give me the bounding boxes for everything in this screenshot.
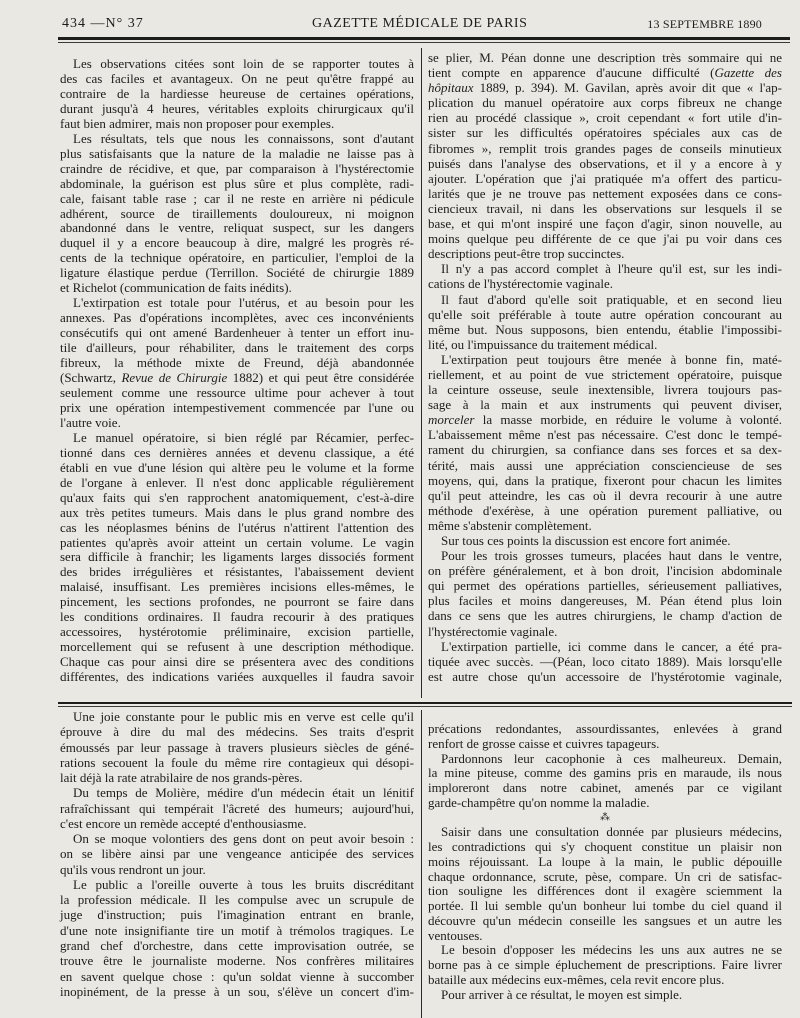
text-line: même s'abstenir complètement. — [428, 517, 592, 533]
text-line: adhérent, source de tiraillements douloureux, ni moignon — [60, 205, 414, 221]
text-line: portée. Il lui semble qu'un bonheur lui tombe du ciel quand il — [428, 898, 782, 914]
text-line: ajouter. L'opération que j'ai pratiquée m'a offert des particu- — [428, 170, 782, 186]
italic-title: morceler — [428, 412, 475, 428]
paragraph — [428, 533, 782, 548]
text-line: On se moque volontiers des gens dont on peut avoir besoin : — [73, 831, 414, 847]
asterism-separator: ⁂ — [600, 811, 610, 823]
text-line: se plier, M. Péan donne une description très sommaire qui ne — [428, 50, 782, 65]
text-line: les contradictions qui s'y choquent constitue un plaisir non — [428, 839, 782, 855]
text-line: rations secouent la foule du même rire contagieux qui désopi- — [60, 754, 414, 770]
paragraph — [428, 548, 782, 639]
text-run: 1882) et qui peut être considérée — [227, 370, 415, 386]
text-line: craindre de récidive, et que, par comparaison à l'hystérectomie — [60, 160, 414, 176]
text-line: renfort de grosse caisse et cuivres tapageurs. — [428, 735, 660, 751]
text-line: l'hystérectomie vaginale. — [428, 623, 558, 639]
text-line: térité, mais aussi une appréciation consciencieuse de ses — [428, 457, 782, 473]
text-line: sage à la main et aux instruments qui peuvent diviser, — [428, 397, 782, 413]
italic-title: Gazette des — [714, 65, 782, 81]
text-line: imploreront dans notre cabinet, amenés par ce vigilant — [428, 780, 782, 796]
text-line: même but. Nous supposons, bien entendu, établie l'impossibi- — [428, 321, 782, 337]
text-line: tile d'ailleurs, pour réhabiliter, dans le traitement des corps — [60, 340, 414, 356]
paragraph — [60, 831, 414, 877]
text-line: Pour les trois grosses tumeurs, placées haut dans le ventre, — [441, 548, 782, 564]
text-line: en savent quelque chose : qu'un soldat vienne à succomber — [60, 968, 414, 984]
text-line: juge d'instruction; puis l'imagination entrant en branle, — [60, 907, 414, 923]
text-line: Une joie constante pour le public mis en verve est celle qu'il — [73, 709, 414, 724]
paragraph — [428, 292, 782, 352]
text-line: annexes. Pas d'opérations incomplètes, avec ces inconvénients — [60, 310, 414, 326]
text-line: puisés dans l'analyse des observations, et il y a encore à y — [428, 155, 782, 171]
text-line: sera difficile à franchir; les ligaments larges dissociés forment — [60, 549, 414, 565]
text-run: (Schwartz, — [60, 370, 122, 386]
text-line: la mine piteuse, comme des gamins pris en maraude, ils nous — [428, 765, 782, 781]
text-line: on se libère ainsi par une vengeance anticipée des services — [60, 846, 414, 862]
paragraph — [428, 352, 782, 533]
text-line: moins réjouissant. La loupe à la main, le public dépouille — [428, 853, 782, 869]
text-line: précations redondantes, assourdissantes, enlevées à grand — [428, 721, 782, 736]
text-line: faut bien admirer, mais non proposer pour exemples. — [60, 115, 335, 131]
text-line: de l'organe à enlever. Il n'est donc applicable régulièrement — [60, 474, 414, 490]
text-line: éprouve à dire du mal des médecins. Ses traits d'esprit — [60, 724, 414, 740]
header-rule — [58, 37, 790, 40]
text-line: moins quelque peu différente de ce que j'ai pu voir dans ces — [428, 231, 782, 247]
text-line: Chaque cas pour ainsi dire se présentera avec des conditions — [60, 654, 414, 670]
text-line: Le manuel opératoire, si bien réglé par Récamier, perfec- — [73, 429, 414, 445]
upper-right-column — [428, 50, 782, 684]
upper-left-column — [60, 57, 414, 685]
lower-left-column — [60, 709, 414, 999]
text-line — [428, 412, 782, 427]
text-line: Saisir dans une consultation donnée par plusieurs médecins, — [441, 824, 782, 840]
text-line: des brides irrégulières et résistantes, l'abaissement devient — [60, 564, 414, 580]
paragraph — [60, 296, 414, 431]
text-line: chaque ordonnance, scrute, pèse, compare. Un cri de satisfac- — [428, 868, 782, 884]
text-line: L'abaissement même n'est pas nécessaire. C'est donc le tempé- — [428, 427, 782, 443]
text-line: c'est encore un remède accepté d'enthousiasme. — [60, 815, 307, 831]
text-line: garde-champêtre qu'on nomme la maladie. — [428, 794, 650, 810]
text-line: rament du chirurgien, sa confiance dans ses forces et sa dex- — [428, 442, 782, 458]
paragraph — [60, 709, 414, 785]
text-line: larités que je ne trouve pas nettement exposées dans ce cons- — [428, 185, 782, 201]
paragraph — [60, 785, 414, 831]
text-line: Le besoin d'opposer les médecins les uns aux autres ne se — [441, 942, 782, 958]
text-line: borne pas à ce simple épluchement de prescriptions. Faire livrer — [428, 957, 782, 973]
text-line: Pardonnons leur cacophonie à ces malheureux. Demain, — [441, 750, 782, 766]
paragraph — [428, 988, 782, 1003]
text-line: descriptions peut-être trop succinctes. — [428, 246, 625, 262]
paragraph — [428, 722, 782, 752]
text-line: L'extirpation partielle, ici comme dans le cancer, a été pra- — [441, 638, 782, 654]
paragraph — [428, 943, 782, 987]
text-line: duquel il y a encore beaucoup à dire, malgré les progrès ré- — [60, 235, 414, 251]
text-line: qu'ils vous rendront un jour. — [60, 861, 206, 877]
text-line: cations de l'hystérectomie vaginale. — [428, 276, 613, 292]
paragraph — [428, 825, 782, 943]
text-line: inopinément, de la presse à un sou, s'élève un concert d'im- — [60, 983, 414, 999]
paragraph — [60, 132, 414, 296]
text-line: Les résultats, tels que nous les connaissons, sont d'autant — [73, 130, 414, 146]
text-line: cas les néoplasmes bénins de l'utérus n'attirent l'attention des — [60, 519, 414, 535]
column-divider — [421, 710, 422, 1018]
text-line: fibreux, la méthode mixte de Freund, déjà abandonnée — [60, 355, 414, 371]
paragraph — [60, 57, 414, 132]
text-line: ventouses. — [428, 927, 483, 943]
text-line: Il faut d'abord qu'elle soit pratiquable, et en second lieu — [441, 291, 782, 307]
text-line — [428, 80, 782, 95]
text-line: qu'il peut atteindre, les cas où il devra recourir à une autre — [428, 487, 782, 503]
text-line: dans ce sens que les autres chirurgiens, le champ d'action de — [428, 608, 782, 624]
text-line: les conditions ordinaires. Il faudra recourir à des pratiques — [60, 609, 414, 625]
text-line: sister sur les difficultés opératoires spéciales aux cas de — [428, 125, 782, 141]
text-line: qu'elle soit préférable à toute autre opération concourant au — [428, 306, 782, 322]
text-line: consécutifs qui ont amené Bardenheuer à tenter un effort inu- — [60, 325, 414, 341]
text-line: lait déjà la rate atrabilaire de nos grands-pères. — [60, 770, 303, 786]
text-line: morcellement qui se refusent à une description méthodique. — [60, 639, 414, 655]
text-line: on préfère généralement, et à bon droit, l'incision abdominale — [428, 563, 782, 579]
text-line: patientes qu'après avoir atteint un certain volume. Le vagin — [60, 534, 414, 550]
text-line: abdominale, la guérison est plus sûre et plus complète, radi- — [60, 175, 414, 191]
text-line: L'extirpation peut toujours être menée à bonne fin, maté- — [441, 351, 782, 367]
text-line: émoussés par leur passage à travers plusieurs siècles de géné- — [60, 739, 414, 755]
text-line: ciencieux travail, ni dans les observations sur lesquels il se — [428, 200, 782, 216]
text-line: Sur tous ces points la discussion est encore fort animée. — [441, 533, 731, 548]
section-divider-rule — [58, 702, 792, 704]
text-line: Du temps de Molière, médire d'un médecin était un lénitif — [73, 785, 414, 801]
text-line: tion souligne les différences dont il exagère sciemment la — [428, 883, 782, 899]
italic-title: hôpitaux — [428, 80, 474, 96]
text-line — [428, 65, 782, 80]
journal-title: GAZETTE MÉDICALE DE PARIS — [312, 16, 528, 31]
text-line: moyens, qui, dans la pratique, fixeront pour chacun les limites — [428, 472, 782, 488]
text-line: L'extirpation est totale pour l'utérus, et au besoin pour les — [73, 295, 414, 311]
section-divider-rule-thin — [58, 706, 792, 707]
paragraph — [428, 261, 782, 291]
text-line: Il n'y a pas accord complet à l'heure qu'il est, sur les indi- — [441, 261, 782, 277]
text-line: durant jusqu'à 4 heures, véritables exploits chirurgicaux qu'il — [60, 100, 414, 116]
text-line: pincement, les sections profondes, ne pourront se faire dans — [60, 594, 414, 610]
text-line: seulement comme une ressource ultime pour achever à tout — [60, 384, 414, 400]
text-line: aux très petites tumeurs. Mais dans le plus grand nombre des — [60, 504, 414, 520]
text-line: est autre chose qu'un accessoire de l'hystérotomie vaginale, — [428, 668, 782, 684]
text-line: tiquée avec succès. —(Péan, loco citato 1889). Mais lorsqu'elle — [428, 653, 782, 669]
header-rule-thin — [58, 42, 790, 43]
paragraph — [428, 50, 782, 261]
text-line: qui permet des opérations partielles, sérieusement palliatives, — [428, 578, 782, 594]
text-line: prix une opération intempestivement commencée par l'une ou — [60, 399, 414, 415]
text-line: la profession médicale. Il les compulse avec un scrupule de — [60, 892, 414, 908]
paragraph — [428, 639, 782, 684]
text-line: l'autre voie. — [60, 414, 121, 430]
text-line: riellement, et au point de vue strictement opératoire, puisque — [428, 366, 782, 382]
text-line: base, et qui m'ont inspiré une façon d'agir, sinon nouvelle, au — [428, 216, 782, 232]
paragraph — [60, 431, 414, 685]
text-run: la masse morbide, en réduire le volume à volonté. — [474, 412, 782, 428]
text-line: Pour arriver à ce résultat, le moyen est simple. — [441, 986, 683, 1002]
text-line: plus satisfaisants que la nature de la maladie ne laisse pas à — [60, 145, 414, 161]
text-line: cale, faisant table rase ; car il ne reste en arrière ni pédicule — [60, 190, 414, 206]
page-number: 434 —N° 37 — [62, 16, 144, 31]
text-line: accessoires, hystérotomie préliminaire, excision partielle, — [60, 624, 414, 640]
text-line: ligature élastique perdue (Terrillon. Société de chirurgie 1889 — [60, 265, 414, 281]
text-line: la ceinture osseuse, seule inextensible, livrera toujours pas- — [428, 382, 782, 398]
text-line: et Richelot (communication de faits inédits). — [60, 280, 292, 296]
column-divider — [421, 48, 422, 698]
text-line: rafraîchissant qui tempérait l'âcreté des humeurs; aujourd'hui, — [60, 800, 414, 816]
paragraph — [60, 877, 414, 999]
issue-date: 13 SEPTEMBRE 1890 — [647, 17, 762, 31]
text-line: différentes, des indications variées auxquelles il faudra savoir — [60, 669, 414, 685]
text-line: plus faciles et moins dangereuses, M. Péan étend plus loin — [428, 593, 782, 609]
text-line: des cas faciles et avantageux. On ne peut qu'être frappé au — [60, 70, 414, 86]
paragraph — [428, 752, 782, 811]
text-line: qu'aux faits qui s'en rapprochent anatomiquement, c'est-à-dire — [60, 489, 414, 505]
text-line: Les observations citées sont loin de se rapporter toutes à — [73, 56, 414, 71]
text-line: malaisé, insuffisant. Les premières incisions elles-mêmes, le — [60, 579, 414, 595]
text-line: tionné dans ces dernières années et devenu classique, a été — [60, 444, 414, 460]
text-line — [60, 371, 414, 386]
text-line: grand chef d'orchestre, dans cette improvisation outrée, se — [60, 937, 414, 953]
text-line: méthode d'exérèse, à une opération purement palliative, ou — [428, 502, 782, 518]
lower-right-column — [428, 722, 782, 1003]
text-line: rien au procédé classique », croit cependant « fort utile d'in- — [428, 110, 782, 126]
text-line: découvre qu'un médecin conseille les sangsues et un autre les — [428, 912, 782, 928]
text-line: bataille aux médecins eux-mêmes, cela revit encore plus. — [428, 972, 725, 988]
text-line: établi en vue d'une lésion qui altère peu le volume et la forme — [60, 459, 414, 475]
text-line: Le public a l'oreille ouverte à tous les bruits discréditant — [73, 876, 414, 892]
text-run: tient compte en apparence d'aucune difficulté ( — [428, 65, 715, 81]
text-line: lité, ou l'impuissance du traitement médical. — [428, 336, 658, 352]
text-line: cents de la technique opératoire, en particulier, l'emploi de la — [60, 250, 414, 266]
text-line: fibromes », remplit trois grandes pages de conseils minutieux — [428, 140, 782, 156]
text-line: abandonné dans le ventre, reliquat suspect, sur les dangers — [60, 220, 414, 236]
text-run: 1889, p. 394). M. Gavilan, après avoir dit que « l'ap- — [473, 80, 782, 96]
text-line: plication du manuel opératoire aux corps fibreux ne change — [428, 95, 782, 111]
text-line: trouve être le journaliste moderne. Nos confrères militaires — [60, 953, 414, 969]
text-line: d'une note insignifiante tire un motif à trémolos tragiques. Le — [60, 922, 414, 938]
italic-title: Revue de Chirurgie — [121, 370, 228, 386]
text-line: contraire de la hardiesse heureuse de certaines opérations, — [60, 85, 414, 101]
